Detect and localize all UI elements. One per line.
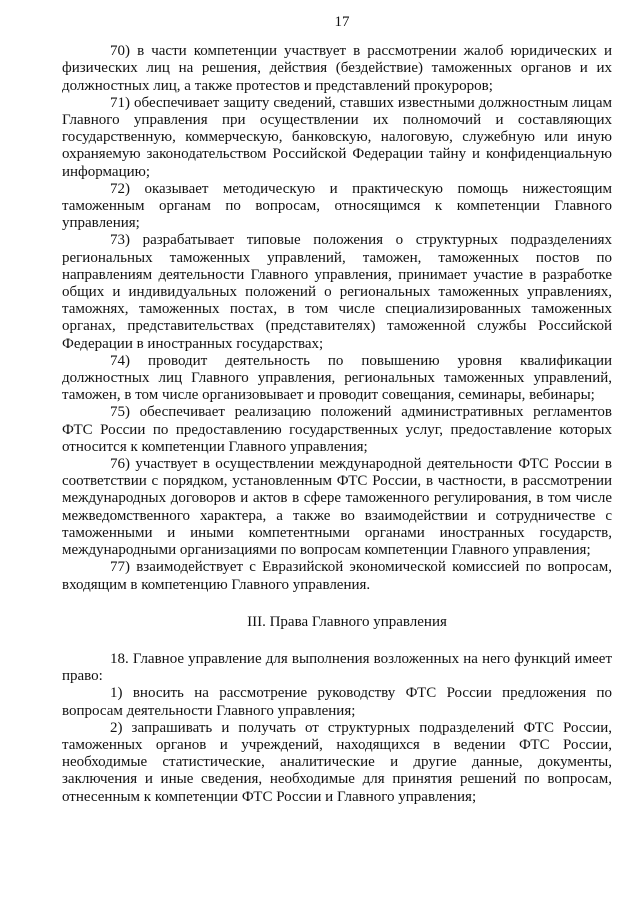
paragraph-75: 75) обеспечивает реализацию положений административных регламентов ФТС России по предоставлению государственных услуг, предоставление которых относится к компетенции Главного управления;	[62, 404, 612, 455]
paragraph-72: 72) оказывает методическую и практическую помощь нижестоящим таможенным органам по вопросам, относящимся к компетенции Главного управления;	[62, 180, 612, 232]
paragraph-73: 73) разрабатывает типовые положения о структурных подразделениях региональных таможенных управлений, таможен, таможенных постов по направлениям деятельности Главного управления, принимает участие в разработке общих и индивидуальных положений о региональных таможенных управлениях, таможнях, таможенных постах, в том числе специализированных таможенных органах, представительствах (представителях) таможенной службы Российской Федерации в иностранных государствах;	[62, 232, 612, 352]
paragraph-71: 71) обеспечивает защиту сведений, ставших известными должностным лицам Главного управления при осуществлении их полномочий и составляющих государственную, коммерческую, банковскую, налоговую, служебную или иную охраняемую законодательством Российской Федерации тайну и конфиденциальную информацию;	[62, 94, 612, 180]
page-number: 17	[334, 14, 350, 30]
paragraph-18: 18. Главное управление для выполнения возложенных на него функций имеет право:	[62, 650, 612, 685]
right-item-1: 1) вносить на рассмотрение руководству ФТС России предложения по вопросам деятельности Главного управления;	[62, 685, 612, 719]
paragraph-74: 74) проводит деятельность по повышению уровня квалификации должностных лиц Главного управления, региональных таможенных управлений, таможен, в том числе организовывает и проводит совещания, семинары, вебинары;	[62, 352, 612, 404]
section-heading: III. Права Главного управления	[247, 613, 447, 630]
paragraph-70: 70) в части компетенции участвует в рассмотрении жалоб юридических и физических лиц на решения, действия (бездействие) таможенных органов и их должностных лиц, а также протестов и представлений прокуроров;	[62, 43, 612, 94]
right-item-2: 2) запрашивать и получать от структурных подразделений ФТС России, таможенных органов и учреждений, находящихся в ведении ФТС России, необходимые статистические, аналитические и другие данные, документы, заключения и иные сведения, необходимые для принятия решений по вопросам, отнесенным к компетенции ФТС России и Главного управления;	[62, 719, 612, 805]
paragraph-76: 76) участвует в осуществлении международной деятельности ФТС России в соответствии с порядком, установленным ФТС России, в частности, в рассмотрении международных договоров и актов в сфере таможенного регулирования, в том числе межведомственного характера, а также во взаимодействии и сотрудничестве с таможенными и иными компетентными органами иностранных государств, международными организациями по вопросам компетенции Главного управления;	[62, 456, 612, 559]
paragraph-77: 77) взаимодействует с Евразийской экономической комиссией по вопросам, входящим в компетенцию Главного управления.	[62, 559, 612, 593]
